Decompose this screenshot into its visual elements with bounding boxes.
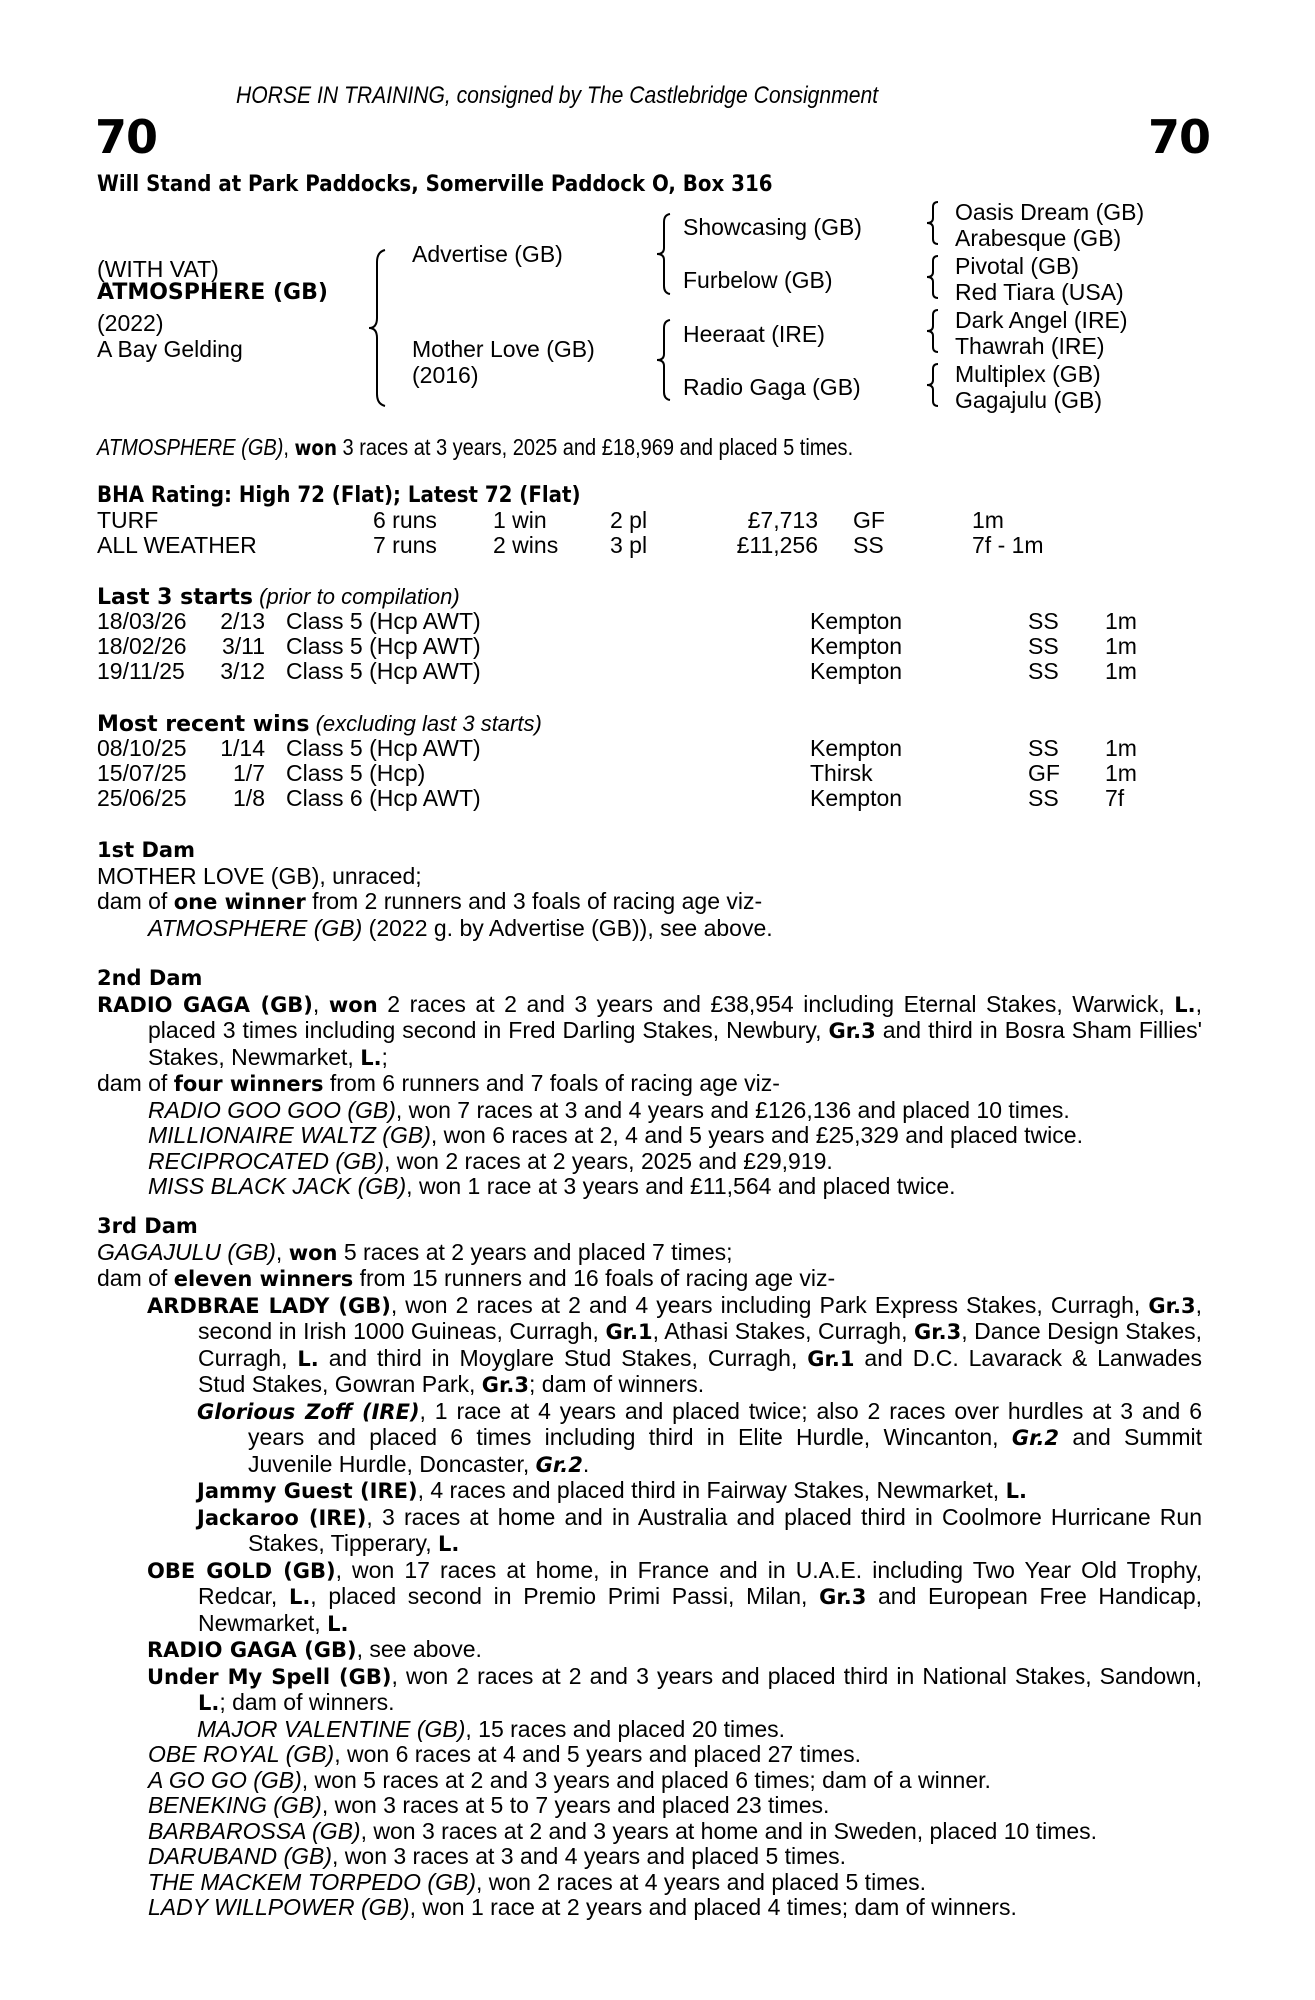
dam-produce-summary: dam of one winner from 2 runners and 3 foals of racing age viz-	[97, 888, 763, 914]
dam-record: MOTHER LOVE (GB), unraced;	[97, 862, 422, 889]
runs: 6 runs	[373, 507, 437, 533]
sire-name: Advertise (GB)	[412, 241, 563, 267]
dam-name: Mother Love (GB)	[412, 336, 595, 362]
surface: TURF	[97, 507, 159, 533]
dam-produce-summary: dam of four winners from 6 runners and 7 foals of racing age viz-	[97, 1070, 780, 1096]
dam-produce-summary: dam of eleven winners from 15 runners and 16 foals of racing age viz-	[97, 1265, 836, 1291]
offspring-entry: Jammy Guest (IRE), 4 races and placed third in Fairway Stakes, Newmarket, L.	[197, 1477, 1027, 1503]
race-class: Class 5 (Hcp)	[286, 760, 426, 786]
race-class: Class 5 (Hcp AWT)	[286, 633, 481, 659]
lot-number-left: 70	[95, 110, 158, 164]
offspring-entry: Jackaroo (IRE), 3 races at home and in Australia and placed third in Coolmore Hurricane Run Stakes, Tipperary, L.	[197, 1503, 1202, 1556]
g3-ancestor: Pivotal (GB)	[955, 253, 1079, 279]
offspring-entry: RADIO GAGA (GB), see above.	[147, 1636, 482, 1662]
foaling-year: (2022)	[97, 310, 164, 336]
race-date: 18/02/26	[97, 633, 187, 659]
g3-ancestor: Multiplex (GB)	[955, 361, 1101, 387]
recent-wins-heading: Most recent wins (excluding last 3 starts)	[97, 711, 542, 737]
distance: 7f - 1m	[972, 532, 1044, 558]
section-heading: 3rd Dam	[97, 1214, 198, 1238]
race-going: SS	[1028, 633, 1059, 659]
lot-number-right: 70	[1148, 110, 1211, 164]
section-heading: 1st Dam	[97, 838, 195, 862]
placed: 3 pl	[610, 532, 648, 558]
race-course: Thirsk	[810, 760, 873, 786]
g3-ancestor: Oasis Dream (GB)	[955, 199, 1145, 225]
race-date: 19/11/25	[97, 658, 185, 684]
race-distance: 7f	[1105, 785, 1125, 811]
sire-sire: Showcasing (GB)	[683, 214, 862, 240]
race-distance: 1m	[1105, 658, 1137, 684]
g3-ancestor: Thawrah (IRE)	[955, 333, 1105, 359]
race-pos: 2/13	[220, 608, 265, 634]
race-pos: 3/11	[221, 633, 265, 659]
offspring-entry: MILLIONAIRE WALTZ (GB), won 6 races at 2, 4 and 5 years and £25,329 and placed twice.	[148, 1122, 1083, 1148]
offspring-entry: LADY WILLPOWER (GB), won 1 race at 2 years and placed 4 times; dam of winners.	[148, 1894, 1017, 1920]
going: GF	[853, 507, 885, 533]
prize-money: £11,256	[736, 532, 818, 558]
g3-brace-2	[925, 254, 941, 300]
race-distance: 1m	[1105, 633, 1137, 659]
offspring-entry: OBE ROYAL (GB), won 6 races at 4 and 5 years and placed 27 times.	[148, 1741, 861, 1767]
going: SS	[853, 532, 884, 558]
first-dam-section	[97, 838, 1202, 941]
dam-record: RADIO GAGA (GB), won 2 races at 2 and 3 years and £38,954 including Eternal Stakes, Warwick, L., placed 3 times including second in Fred Darling Stakes, Newbury, Gr.3 and third in Bosra Sham Fillies' Stakes, Newmarket, L.;	[97, 990, 1203, 1070]
offspring-entry: MISS BLACK JACK (GB), won 1 race at 3 years and £11,564 and placed twice.	[148, 1173, 956, 1199]
offspring-entry: ARDBRAE LADY (GB), won 2 races at 2 and 4 years including Park Express Stakes, Curragh, Gr.3, second in Irish 1000 Guineas, Curragh, Gr.1, Athasi Stakes, Curragh, Gr.3, Dance Design Stakes, Curragh, L. and third in Moyglare Stud Stakes, Curragh, Gr.1 and D.C. Lavarack & Lanwades Stud Stakes, Gowran Park, Gr.3; dam of winners.	[147, 1291, 1202, 1397]
race-course: Kempton	[810, 785, 903, 811]
race-course: Kempton	[810, 633, 903, 659]
g3-ancestor: Arabesque (GB)	[955, 225, 1122, 251]
race-course: Kempton	[810, 735, 903, 761]
prize-money: £7,713	[747, 507, 818, 533]
offspring-entry: BARBAROSSA (GB), won 3 races at 2 and 3 years at home and in Sweden, placed 10 times.	[148, 1817, 1098, 1844]
race-date: 18/03/26	[97, 608, 187, 634]
race-going: SS	[1028, 608, 1059, 634]
race-date: 15/07/25	[97, 760, 187, 786]
second-dam-section	[97, 966, 1202, 1200]
vat-status: (WITH VAT)	[97, 256, 219, 282]
race-course: Kempton	[810, 658, 903, 684]
g3-ancestor: Dark Angel (IRE)	[955, 307, 1128, 333]
distance: 1m	[972, 507, 1004, 533]
g3-ancestor: Gagajulu (GB)	[955, 387, 1103, 413]
race-going: SS	[1028, 785, 1059, 811]
catalogue-header	[236, 82, 966, 110]
dam-year: (2016)	[412, 362, 479, 388]
horse-name: ATMOSPHERE (GB)	[97, 280, 328, 305]
race-course: Kempton	[810, 608, 903, 634]
race-distance: 1m	[1105, 735, 1137, 761]
g3-brace-3	[925, 308, 941, 354]
offspring-entry: BENEKING (GB), won 3 races at 5 to 7 years and placed 23 times.	[148, 1792, 830, 1818]
race-pos: 1/14	[220, 735, 265, 761]
race-going: SS	[1028, 735, 1059, 761]
section-heading: 2nd Dam	[97, 966, 203, 990]
race-distance: 1m	[1105, 760, 1137, 786]
pedigree-brace	[365, 248, 389, 408]
offspring-entry: RADIO GOO GOO (GB), won 7 races at 3 and 4 years and £126,136 and placed 10 times.	[148, 1096, 1070, 1123]
dam-brace	[654, 318, 674, 402]
offspring-entry: THE MACKEM TORPEDO (GB), won 2 races at 4 years and placed 5 times.	[148, 1868, 927, 1895]
race-summary: ATMOSPHERE (GB), won 3 races at 3 years, 2025 and £18,969 and placed 5 times.	[97, 434, 854, 460]
offspring-entry: MAJOR VALENTINE (GB), 15 races and placed 20 times.	[197, 1715, 786, 1742]
race-distance: 1m	[1105, 608, 1137, 634]
race-pos: 1/8	[233, 785, 265, 811]
race-class: Class 5 (Hcp AWT)	[286, 658, 481, 684]
dam-dam: Radio Gaga (GB)	[683, 374, 861, 400]
offspring-entry: Under My Spell (GB), won 2 races at 2 and 3 years and placed third in National Stakes, Sandown, L.; dam of winners.	[147, 1662, 1202, 1715]
offspring-entry: ATMOSPHERE (GB) (2022 g. by Advertise (GB)), see above.	[148, 914, 773, 941]
offspring-entry: OBE GOLD (GB), won 17 races at home, in France and in U.A.E. including Two Year Old Trophy, Redcar, L., placed second in Premio Primi Passi, Milan, Gr.3 and European Free Handicap, Newmarket, L.	[147, 1556, 1202, 1636]
race-class: Class 6 (Hcp AWT)	[286, 785, 481, 811]
horse-description: A Bay Gelding	[97, 336, 243, 362]
surface: ALL WEATHER	[97, 532, 257, 558]
offspring-entry: A GO GO (GB), won 5 races at 2 and 3 years and placed 6 times; dam of a winner.	[148, 1766, 991, 1793]
race-pos: 3/12	[220, 658, 265, 684]
offspring-entry: RECIPROCATED (GB), won 2 races at 2 years, 2025 and £29,919.	[148, 1147, 833, 1174]
race-date: 08/10/25	[97, 735, 187, 761]
sire-brace	[654, 212, 674, 296]
sire-dam: Furbelow (GB)	[683, 267, 833, 293]
offspring-entry: DARUBAND (GB), won 3 races at 3 and 4 years and placed 5 times.	[148, 1843, 846, 1869]
placed: 2 pl	[610, 507, 648, 533]
race-date: 25/06/25	[97, 785, 187, 811]
header-title: HORSE IN TRAINING, consigned by The Castlebridge Consignment	[236, 82, 879, 109]
g3-ancestor: Red Tiara (USA)	[955, 279, 1124, 305]
race-class: Class 5 (Hcp AWT)	[286, 735, 481, 761]
g3-brace-1	[925, 200, 941, 246]
race-class: Class 5 (Hcp AWT)	[286, 608, 481, 634]
dam-sire: Heeraat (IRE)	[683, 321, 825, 347]
runs: 7 runs	[373, 532, 437, 558]
race-pos: 1/7	[233, 760, 265, 786]
stabling-location: Will Stand at Park Paddocks, Somerville Paddock O, Box 316	[97, 172, 773, 197]
race-going: SS	[1028, 658, 1059, 684]
g3-brace-4	[925, 362, 941, 408]
third-dam-section	[97, 1214, 1202, 1921]
bha-rating: BHA Rating: High 72 (Flat); Latest 72 (Flat)	[97, 483, 581, 508]
dam-record: GAGAJULU (GB), won 5 races at 2 years and placed 7 times;	[97, 1238, 733, 1265]
offspring-entry: Glorious Zoff (IRE), 1 race at 4 years and placed twice; also 2 races over hurdles at 3 and 6 years and placed 6 times including third in Elite Hurdle, Wincanton, Gr.2 and Summit Juvenile Hurdle, Doncaster, Gr.2.	[197, 1397, 1202, 1477]
last-starts-heading: Last 3 starts (prior to compilation)	[97, 584, 460, 610]
race-going: GF	[1028, 760, 1060, 786]
wins: 2 wins	[493, 532, 559, 558]
wins: 1 win	[493, 507, 547, 533]
